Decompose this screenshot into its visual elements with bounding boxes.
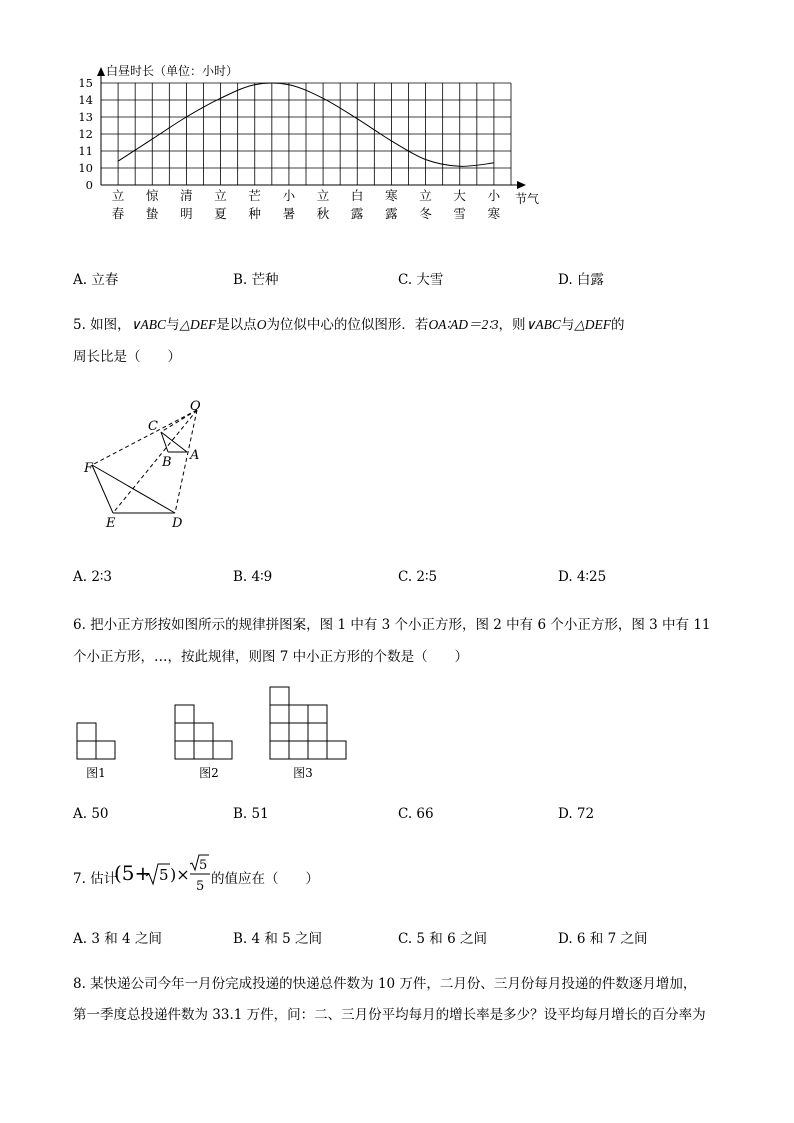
q6-option-d[interactable]: D. 72 <box>558 806 595 822</box>
q5-text: 与 <box>560 317 575 333</box>
pattern-3 <box>270 687 346 759</box>
small-square <box>194 741 213 759</box>
small-square <box>270 705 289 723</box>
x-tick-label: 暑 <box>282 206 296 221</box>
x-axis-label: 节气 <box>515 192 540 206</box>
pattern-2 <box>175 705 232 759</box>
label-o: O <box>190 399 201 414</box>
small-square <box>308 705 327 723</box>
edge-fd <box>92 465 175 513</box>
x-tick-label: 清 <box>180 188 193 203</box>
x-tick-label: 寒 <box>487 206 501 221</box>
small-square <box>289 741 308 759</box>
x-tick-label: 惊 <box>145 188 159 203</box>
small-square <box>175 741 194 759</box>
daylight-chart <box>0 0 794 240</box>
q5-triangle-def: △DEF <box>179 317 217 332</box>
q5-stem-line1 <box>73 313 624 333</box>
label-b: B <box>162 455 172 470</box>
small-square <box>96 741 115 759</box>
caption-fig3: 图3 <box>293 766 313 780</box>
chart-title: 白昼时长（单位：小时） <box>106 64 239 78</box>
x-tick-label: 大 <box>453 188 466 203</box>
x-tick-label: 种 <box>248 206 261 221</box>
q6-option-c[interactable]: C. 66 <box>398 806 434 822</box>
small-square <box>270 741 289 759</box>
q7-suffix: 的值应在（ ） <box>211 871 319 887</box>
ray-of <box>92 410 200 465</box>
x-tick-label: 立 <box>111 188 125 203</box>
y-tick-label: 15 <box>78 76 93 90</box>
q5-option-b[interactable]: B. 4∶9 <box>233 569 273 585</box>
small-square <box>175 723 194 741</box>
small-square <box>213 741 232 759</box>
q7-option-a[interactable]: A. 3 和 4 之间 <box>73 931 162 947</box>
small-square <box>327 741 346 759</box>
q5-point-o: O <box>256 317 267 332</box>
edge-fe <box>92 465 113 513</box>
q5-stem-line2: 周长比是（ ） <box>73 349 181 365</box>
q5-option-c[interactable]: C. 2∶5 <box>398 569 438 585</box>
q7-prefix: 7. 估计 <box>73 871 118 887</box>
y-tick-label: 11 <box>78 144 93 158</box>
q7-frac-den: 5 <box>196 879 205 894</box>
y-tick-label: 0 <box>85 178 93 192</box>
small-square <box>270 687 289 705</box>
x-axis-arrow <box>517 181 526 189</box>
q4-option-c[interactable]: C. 大雪 <box>398 272 444 288</box>
q5-text: 为位似中心的位似图形．若 <box>266 317 429 333</box>
q7-sqrt-arg: 5 <box>159 866 169 884</box>
q8-stem-line2: 第一季度总投递件数为 33.1 万件，问：二、三月份平均每月的增长率是多少？设平均每月增长的百分率为 <box>73 1007 706 1023</box>
q6-stem-line1: 6. 把小正方形按如图所示的规律拼图案，图 1 中有 3 个小正方形，图 2 中有 6 个小正方形，图 3 中有 11 <box>73 617 711 633</box>
q5-option-d[interactable]: D. 4∶25 <box>558 569 607 585</box>
label-a: A <box>190 448 200 463</box>
q6-stem-line2: 个小正方形，…，按此规律，则图 7 中小正方形的个数是（ ） <box>73 649 469 665</box>
q6-option-a[interactable]: A. 50 <box>73 806 109 822</box>
label-e: E <box>106 516 116 531</box>
q7-close-times: )× <box>170 865 190 884</box>
small-square <box>289 705 308 723</box>
small-square <box>77 723 96 741</box>
q4-option-b[interactable]: B. 芒种 <box>233 272 279 288</box>
x-tick-label: 露 <box>385 206 398 221</box>
x-tick-label: 春 <box>111 206 125 221</box>
q5-triangle-abc: ∨ABC <box>525 317 561 332</box>
q5-ratio: OA∶AD＝2∶3 <box>428 317 499 332</box>
q6-square-patterns <box>70 680 360 785</box>
x-tick-label: 小 <box>282 188 296 203</box>
q5-option-a[interactable]: A. 2∶3 <box>73 569 113 585</box>
small-square <box>175 705 194 723</box>
q5-text: 是以点 <box>216 317 257 333</box>
y-tick-label: 14 <box>78 93 93 107</box>
q5-triangle-def: △DEF <box>574 317 611 332</box>
x-tick-label: 小 <box>487 188 501 203</box>
x-tick-label: 寒 <box>385 188 398 203</box>
caption-fig1: 图1 <box>86 766 106 780</box>
x-tick-label: 立 <box>316 188 330 203</box>
x-tick-label: 芒 <box>248 188 261 203</box>
x-tick-label: 秋 <box>316 206 330 221</box>
x-tick-label: 蛰 <box>145 206 159 221</box>
pattern-1 <box>77 723 115 759</box>
q8-stem-line1: 8. 某快递公司今年一月份完成投递的快递总件数为 10 万件，二月份、三月份每月投递的件数逐月增加， <box>73 976 697 992</box>
small-square <box>270 723 289 741</box>
label-c: C <box>148 419 158 434</box>
q5-text: ，则 <box>498 317 526 333</box>
q7-option-b[interactable]: B. 4 和 5 之间 <box>233 931 323 947</box>
q7-open-paren: (5+ <box>114 861 152 885</box>
x-tick-label: 雪 <box>453 206 466 221</box>
q5-text: 的 <box>610 317 625 333</box>
y-tick-label: 10 <box>78 161 93 175</box>
label-d: D <box>172 516 183 531</box>
label-f: F <box>84 461 94 476</box>
q7-option-c[interactable]: C. 5 和 6 之间 <box>398 931 487 947</box>
y-tick-label: 12 <box>78 127 93 141</box>
x-tick-label: 露 <box>350 206 364 221</box>
x-tick-label: 立 <box>214 188 227 203</box>
x-tick-label: 冬 <box>419 206 432 221</box>
x-tick-label: 立 <box>419 188 432 203</box>
caption-fig2: 图2 <box>199 766 219 780</box>
x-tick-label: 明 <box>180 206 193 221</box>
y-axis-arrow <box>97 67 105 76</box>
x-tick-label: 夏 <box>214 206 227 221</box>
q4-option-d[interactable]: D. 白露 <box>558 272 604 288</box>
q5-text: 与 <box>166 317 180 333</box>
q7-expression <box>112 852 212 900</box>
small-square <box>194 723 213 741</box>
q5-homothety-figure <box>80 395 220 535</box>
q5-text: 5. 如图， <box>73 317 131 333</box>
y-tick-label: 13 <box>78 110 93 124</box>
small-square <box>77 741 96 759</box>
q7-option-d[interactable]: D. 6 和 7 之间 <box>558 931 648 947</box>
q7-frac-num: 5 <box>199 858 208 873</box>
q6-option-b[interactable]: B. 51 <box>233 806 269 822</box>
q4-option-a[interactable]: A. 立春 <box>73 272 119 288</box>
small-square <box>308 723 327 741</box>
q5-triangle-abc: ∨ABC <box>130 317 167 332</box>
small-square <box>308 741 327 759</box>
x-tick-label: 白 <box>350 188 364 203</box>
small-square <box>289 723 308 741</box>
